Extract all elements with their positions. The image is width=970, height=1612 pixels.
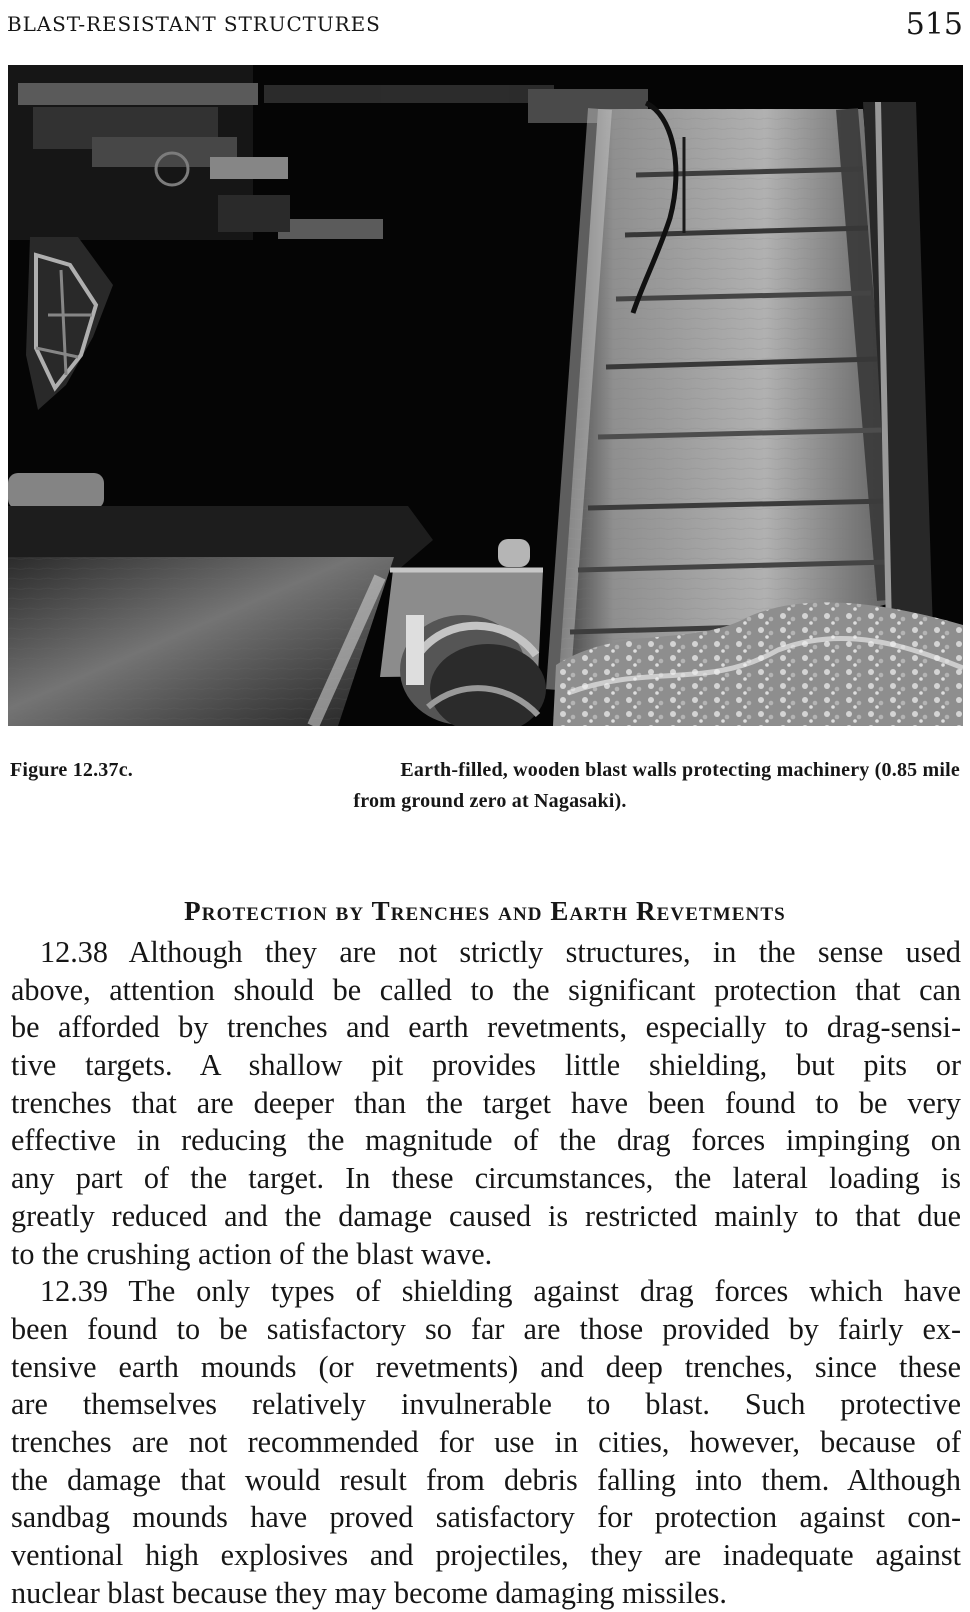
- text-line: nuclear blast because they may become damaging missiles.: [11, 1575, 727, 1610]
- text-line: any part of the target. In these circumstances, the lateral loading is: [11, 1161, 961, 1196]
- figure-label: Figure 12.37c.: [10, 759, 133, 781]
- text-line: sandbag mounds have proved satisfactory for protection against con-: [11, 1500, 961, 1535]
- text-line: effective in reducing the magnitude of the drag forces impinging on: [11, 1123, 961, 1158]
- text-line: tensive earth mounds (or revetments) and deep trenches, since these: [11, 1349, 961, 1384]
- text-line: ventional high explosives and projectiles, they are inadequate against: [11, 1538, 961, 1572]
- text-line: trenches that are deeper than the target have been found to be very: [11, 1085, 961, 1120]
- running-title: BLAST-RESISTANT STRUCTURES: [7, 12, 381, 36]
- paragraph-12-38: [11, 934, 961, 1273]
- text-line: tive targets. A shallow pit provides little shielding, but pits or: [11, 1048, 961, 1083]
- machinery-blast-wall-photo: [8, 65, 963, 726]
- text-line: be afforded by trenches and earth revetments, especially to drag-sensi-: [11, 1010, 961, 1045]
- text-line: above, attention should be called to the significant protection that can: [11, 972, 961, 1007]
- text-line: greatly reduced and the damage caused is restricted mainly to that due: [11, 1198, 961, 1233]
- text-line: trenches are not recommended for use in cities, however, because of: [11, 1424, 961, 1459]
- text-line: 12.38 Although they are not strictly structures, in the sense used: [40, 935, 961, 969]
- text-line: to the crushing action of the blast wave.: [11, 1236, 493, 1271]
- caption-text: Earth-filled, wooden blast walls protecting machinery (0.85 mile: [400, 759, 960, 781]
- figure-caption: [10, 755, 960, 817]
- text-line: the damage that would result from debris falling into them. Although: [11, 1462, 961, 1497]
- paragraph-12-39: [11, 1273, 961, 1612]
- text-line: 12.39 The only types of shielding against drag forces which have: [40, 1274, 961, 1309]
- running-header: [7, 8, 963, 50]
- text-line: been found to be satisfactory so far are those provided by fairly ex-: [11, 1311, 961, 1346]
- caption-line-2: from ground zero at Nagasaki).: [353, 790, 627, 812]
- page-number: 515: [905, 7, 963, 42]
- text-line: are themselves relatively invulnerable to blast. Such protective: [11, 1387, 961, 1422]
- caption-line-1: [10, 755, 960, 786]
- body-copy: [11, 934, 961, 1612]
- section-heading: Protection by Trenches and Earth Revetments: [184, 896, 786, 927]
- photo-illustration: [8, 65, 963, 726]
